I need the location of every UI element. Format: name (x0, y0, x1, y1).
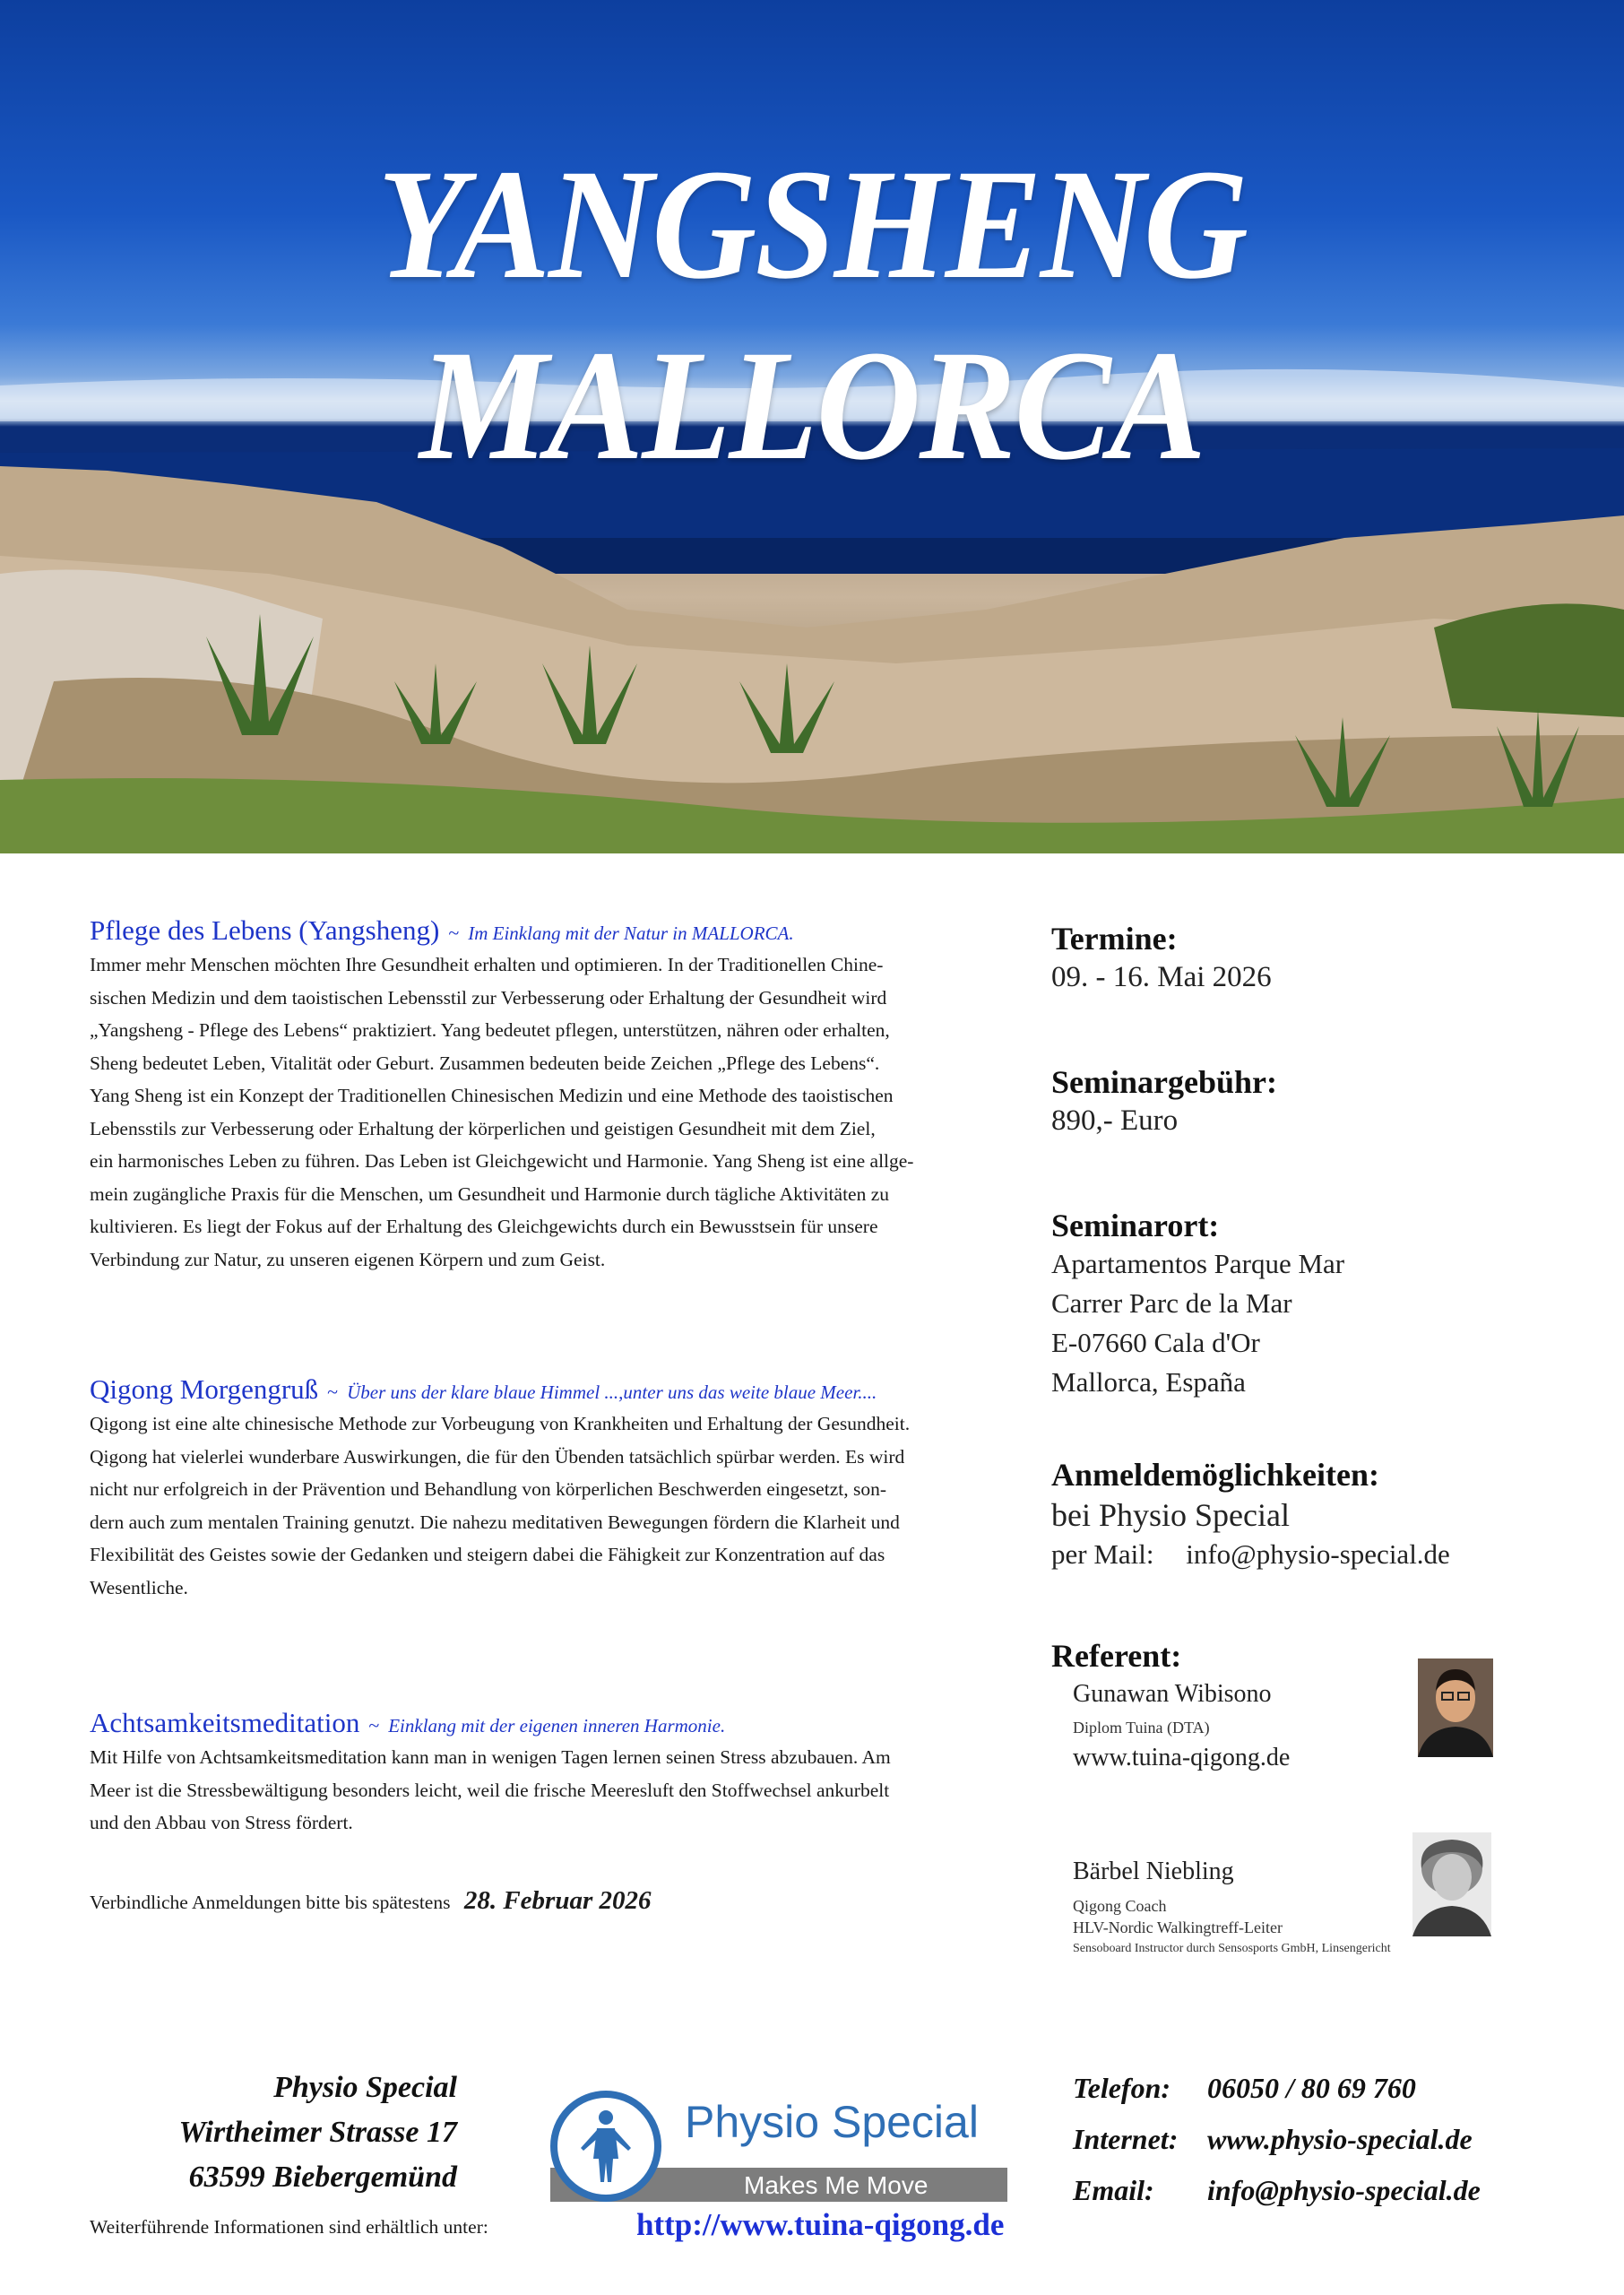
section-separator: ~ (368, 1714, 380, 1736)
text-line: kultivieren. Es liegt der Fokus auf der Erhaltung des Gleichgewichts durch ein Bewusstsein für unsere (90, 1216, 878, 1237)
section-title: Qigong Morgengruß (90, 1373, 319, 1405)
contact-label: Internet: (1073, 2123, 1179, 2155)
gebuehr-value: 890,- Euro (1051, 1104, 1179, 1137)
referent-photo-baerbel (1412, 1832, 1491, 1936)
text-line: Yang Sheng ist ein Konzept der Traditionellen Chinesischen Medizin und eine Methode des taoistischen (90, 1085, 894, 1106)
text-line: Mit Hilfe von Achtsamkeitsmeditation kann man in wenigen Tagen lernen seinen Stress abzubauen. Am (90, 1746, 891, 1768)
section-qigong (90, 1373, 1004, 1604)
text-line: Sheng bedeutet Leben, Vitalität oder Geburt. Zusammen bedeuten beide Zeichen „Pflege des Lebens“. (90, 1052, 880, 1074)
gebuehr-label: Seminargebühr: (1051, 1064, 1277, 1100)
footer-city: 63599 Biebergemünd (188, 2161, 457, 2194)
text-line: Lebensstils zur Verbesserung oder Erhaltung der körperlichen und geistigen Gesundheit mit dem Ziel, (90, 1117, 876, 1139)
referent-photo-gunawan (1418, 1658, 1493, 1757)
info-referent (1051, 1637, 1589, 1675)
referent-2 (1073, 1854, 1611, 1956)
physio-special-logo (550, 2089, 1007, 2205)
text-line: mein zugängliche Praxis für die Menschen, um Gesundheit und Harmonie durch tägliche Aktivitäten zu (90, 1182, 890, 1205)
section-meditation (90, 1707, 1004, 1840)
registration-deadline (90, 1886, 1004, 1916)
text-line: und den Abbau von Stress fördert. (90, 1812, 353, 1833)
info-gebuehr (1051, 1063, 1589, 1140)
mail-link[interactable]: info@physio-special.de (1186, 1538, 1450, 1570)
footer-contacts (1073, 2066, 1481, 2219)
section-title: Achtsamkeitsmeditation (90, 1707, 360, 1738)
ort-line: E-07660 Cala d'Or (1051, 1327, 1260, 1358)
section-separator: ~ (448, 922, 460, 944)
internet-link[interactable]: www.physio-special.de (1207, 2123, 1473, 2155)
phone-value: 06050 / 80 69 760 (1207, 2072, 1416, 2104)
hero-banner (0, 0, 1624, 853)
text-line: Meer ist die Stressbewältigung besonders leicht, weil die frische Meeresluft den Stoffwechsel ankurbelt (90, 1779, 890, 1801)
anmeldung-label: Anmeldemöglichkeiten: (1051, 1457, 1379, 1493)
anmeldung-line: bei Physio Special (1051, 1497, 1290, 1533)
logo-slogan: Makes Me Move (744, 2171, 929, 2199)
section-subtitle: Einklang mit der eigenen inneren Harmonie. (388, 1715, 726, 1736)
section-subtitle: Im Einklang mit der Natur in MALLORCA. (468, 922, 794, 944)
ort-line: Mallorca, España (1051, 1366, 1246, 1398)
info-seminarort (1051, 1207, 1589, 1402)
footer-more-info: Weiterführende Informationen sind erhältlich unter: (90, 2216, 488, 2238)
contact-label: Telefon: (1073, 2072, 1171, 2104)
text-line: nicht nur erfolgreich in der Prävention und Behandlung von körperlichen Beschwerden eingesetzt, son- (90, 1478, 886, 1500)
section-subtitle: Über uns der klare blaue Himmel ...,unter uns das weite blaue Meer.... (347, 1381, 877, 1403)
ort-line: Carrer Parc de la Mar (1051, 1287, 1292, 1319)
hero-title: YANGSHENG MALLORCA (376, 137, 1248, 493)
email-link[interactable]: info@physio-special.de (1207, 2174, 1481, 2206)
referent-role: Diplom Tuina (DTA) (1073, 1719, 1210, 1736)
ort-line: Apartamentos Parque Mar (1051, 1248, 1345, 1279)
section-title: Pflege des Lebens (Yangsheng) (90, 914, 440, 946)
termine-value: 09. - 16. Mai 2026 (1051, 961, 1272, 993)
termine-label: Termine: (1051, 921, 1178, 957)
mail-label: per Mail: (1051, 1538, 1154, 1570)
text-line: Immer mehr Menschen möchten Ihre Gesundheit erhalten und optimieren. In der Traditionellen Chine- (90, 954, 884, 975)
referent-role-2: HLV-Nordic Walkingtreff-Leiter (1073, 1918, 1283, 1936)
text-line: ein harmonisches Leben zu führen. Das Leben ist Gleichgewicht und Harmonie. Yang Sheng ist eine allge- (90, 1150, 914, 1172)
section-separator: ~ (327, 1381, 339, 1403)
referent-1 (1073, 1676, 1611, 1776)
text-line: Wesentliche. (90, 1576, 188, 1598)
referent-web-link[interactable]: www.tuina-qigong.de (1073, 1744, 1291, 1771)
section-yangsheng (90, 914, 1004, 1276)
info-termine (1051, 920, 1589, 997)
text-line: Verbindung zur Natur, zu unseren eigenen Körpern und zum Geist. (90, 1248, 606, 1270)
text-line: „Yangsheng - Pflege des Lebens“ praktiziert. Yang bedeutet pflegen, unterstützen, nähren oder erhalten, (90, 1019, 890, 1041)
text-line: Qigong ist eine alte chinesische Methode zur Vorbeugung von Krankheiten und Erhaltung der Gesundheit. (90, 1413, 911, 1434)
ort-label: Seminarort: (1051, 1208, 1220, 1243)
text-line: Qigong hat vielerlei wunderbare Auswirkungen, die für den Übenden tatsächlich spürbar werden. Es wird (90, 1445, 905, 1468)
referent-name: Bärbel Niebling (1073, 1858, 1234, 1885)
footer-url-link[interactable]: http://www.tuina-qigong.de (636, 2207, 1005, 2242)
referent-role: Qigong Coach (1073, 1897, 1167, 1915)
deadline-date: 28. Februar 2026 (463, 1886, 652, 1915)
info-anmeldung (1051, 1456, 1589, 1572)
footer-street: Wirtheimer Strasse 17 (178, 2116, 457, 2149)
referent-name: Gunawan Wibisono (1073, 1680, 1272, 1708)
text-line: dern auch zum mentalen Training genutzt. Die nahezu meditativen Bewegungen fördern die Klarheit und (90, 1511, 900, 1533)
referent-label: Referent: (1051, 1638, 1182, 1674)
text-line: Flexibilität des Geistes sowie der Gedanken und steigern dabei die Fähigkeit zur Konzentration auf das (90, 1544, 885, 1565)
footer-address (90, 2066, 457, 2200)
deadline-text: Verbindliche Anmeldungen bitte bis spätestens (90, 1892, 451, 1913)
referent-role-3: Sensoboard Instructor durch Sensosports GmbH, Linsengericht (1073, 1942, 1391, 1955)
text-line: sischen Medizin und dem taoistischen Lebensstil zur Verbesserung oder Erhaltung der Gesundheit wird (90, 986, 887, 1009)
footer-company: Physio Special (273, 2071, 457, 2104)
contact-label: Email: (1073, 2174, 1154, 2206)
logo-name: Physio Special (685, 2097, 979, 2147)
